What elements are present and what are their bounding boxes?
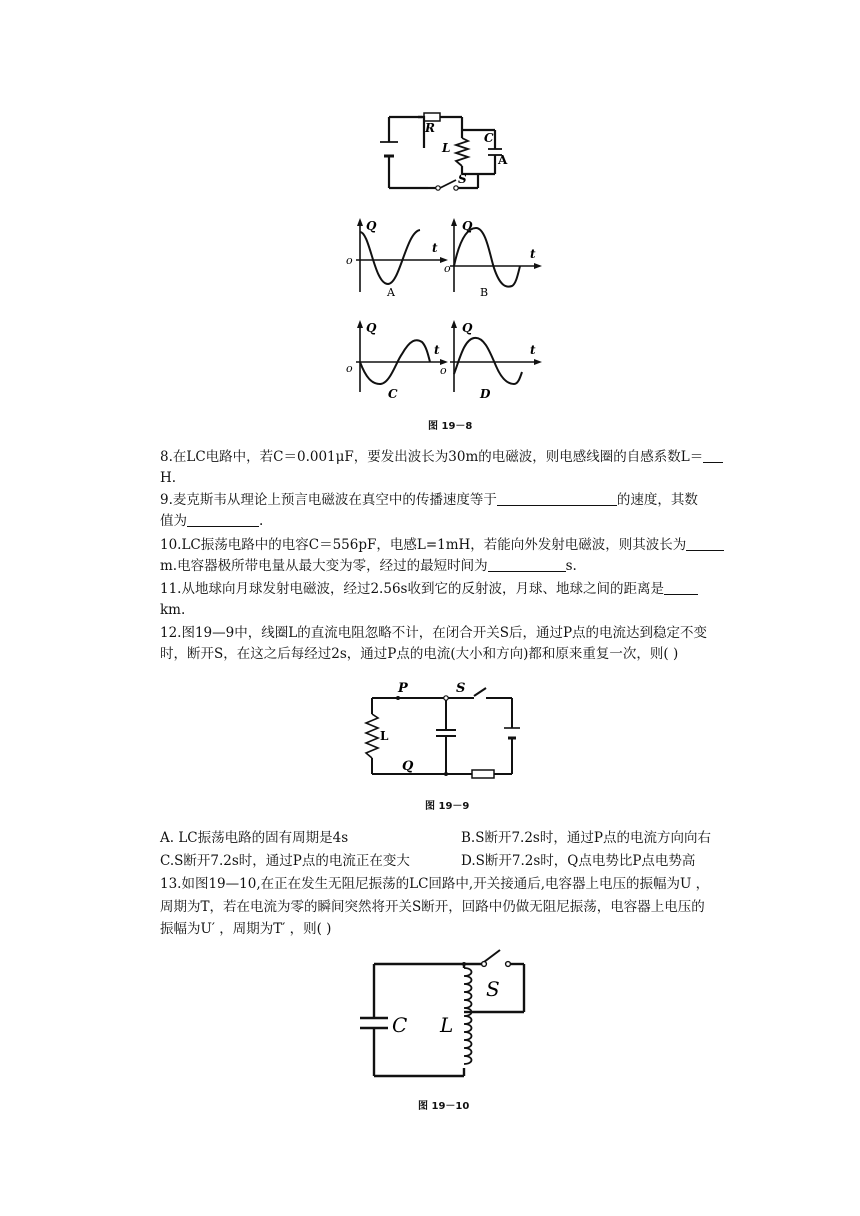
fig8-graph-c [340, 318, 450, 400]
graph-b-x-label: t [530, 247, 536, 261]
graph-b-origin: o [444, 262, 451, 275]
graph-c-x-label: t [434, 343, 440, 357]
fig8-label-c: C [484, 131, 494, 145]
fig10-label-s: S [486, 977, 500, 1001]
graph-b-name: B [480, 286, 489, 298]
fig10-circuit-diagram [352, 948, 538, 1080]
fig8-label-s: S [458, 172, 467, 186]
graph-c-name: C [388, 387, 398, 400]
graph-a-x-label: t [432, 241, 438, 255]
graph-c-y-label: Q [366, 321, 377, 335]
graph-c-origin: o [346, 362, 353, 375]
q9-text: 9.麦克斯韦从理论上预言电磁波在真空中的传播速度等于 的速度，其数 [160, 492, 698, 508]
q9-answer-blank-1[interactable] [497, 491, 617, 506]
q12-option-a[interactable]: A. LC振荡电路的固有周期是4s [160, 830, 349, 846]
fig8-caption: 图 19－8 [428, 421, 473, 432]
q13-text-cont-2: 振幅为U′ ，周期为T′ ，则( ) [160, 921, 332, 937]
fig8-circuit-diagram [380, 108, 530, 196]
fig9-label-p: P [398, 681, 408, 696]
fig9-circuit-diagram [360, 678, 530, 782]
q11-text-cont: km. [160, 602, 186, 618]
fig9-label-q: Q [402, 759, 414, 774]
fig10-label-c: C [392, 1013, 408, 1037]
q11-text: 11.从地球向月球发射电磁波，经过2.56s收到它的反射波，月球、地球之间的距离是 [160, 579, 730, 600]
fig8-label-r: R [425, 121, 435, 135]
q12-option-b[interactable]: B.S断开7.2s时，通过P点的电流方向向右 [461, 830, 711, 846]
fig10-label-l: L [440, 1013, 454, 1037]
q10-text: 10.LC振荡电路中的电容C＝556pF，电感L=1mH，若能向外发射电磁波，则其波长为 [160, 535, 730, 556]
q10-answer-blank-1[interactable] [686, 536, 724, 551]
fig8-graph-a [340, 216, 450, 298]
q10-answer-blank-2[interactable] [488, 557, 566, 572]
graph-a-origin: o [346, 254, 353, 267]
fig8-graph-b [440, 216, 550, 298]
q8-answer-blank[interactable] [703, 448, 723, 463]
fig8-graph-d [440, 318, 550, 400]
q13-text: 13.如图19—10,在正在发生无阻尼振荡的LC回路中,开关接通后,电容器上电压的振幅为U ， [160, 876, 710, 892]
fig9-caption: 图 19－9 [425, 801, 470, 812]
fig9-label-s: S [456, 681, 466, 696]
q8-text: 8.在LC电路中，若C＝0.001μF，要发出波长为30m的电磁波，则电感线圈的自感系数L＝ [160, 447, 730, 468]
graph-d-name: D [480, 387, 491, 400]
q12-option-d[interactable]: D.S断开7.2s时，Q点电势比P点电势高 [461, 853, 696, 869]
q8-text-cont: H. [160, 470, 177, 486]
graph-d-y-label: Q [462, 321, 473, 335]
q10-text-cont: m.电容器极所带电量从最大变为零，经过的最短时间为 s. [160, 558, 577, 574]
fig8-label-a: A [498, 153, 508, 167]
q12-option-c[interactable]: C.S断开7.2s时，通过P点的电流正在变大 [160, 853, 410, 869]
q13-text-cont-1: 周期为T，若在电流为零的瞬间突然将开关S断开，回路中仍做无阻尼振荡，电容器上电压的 [160, 899, 705, 915]
q9-text-cont: 值为 . [160, 513, 264, 529]
graph-b-y-label: Q [462, 219, 473, 233]
graph-a-name: A [387, 286, 395, 298]
q9-answer-blank-2[interactable] [187, 512, 259, 527]
fig10-caption: 图 19－10 [418, 1101, 470, 1112]
q12-text: 12.图19—9中，线圈L的直流电阻忽略不计，在闭合开关S后，通过P点的电流达到稳定不变 [160, 625, 708, 641]
q11-answer-blank[interactable] [664, 580, 698, 595]
fig8-label-l: L [442, 141, 451, 155]
q12-text-cont: 时，断开S，在这之后每经过2s，通过P点的电流(大小和方向)都和原来重复一次，则( ) [160, 646, 679, 662]
graph-d-origin: o [440, 364, 447, 377]
fig9-label-l: L [380, 729, 389, 743]
graph-d-x-label: t [530, 343, 536, 357]
graph-a-y-label: Q [366, 219, 377, 233]
